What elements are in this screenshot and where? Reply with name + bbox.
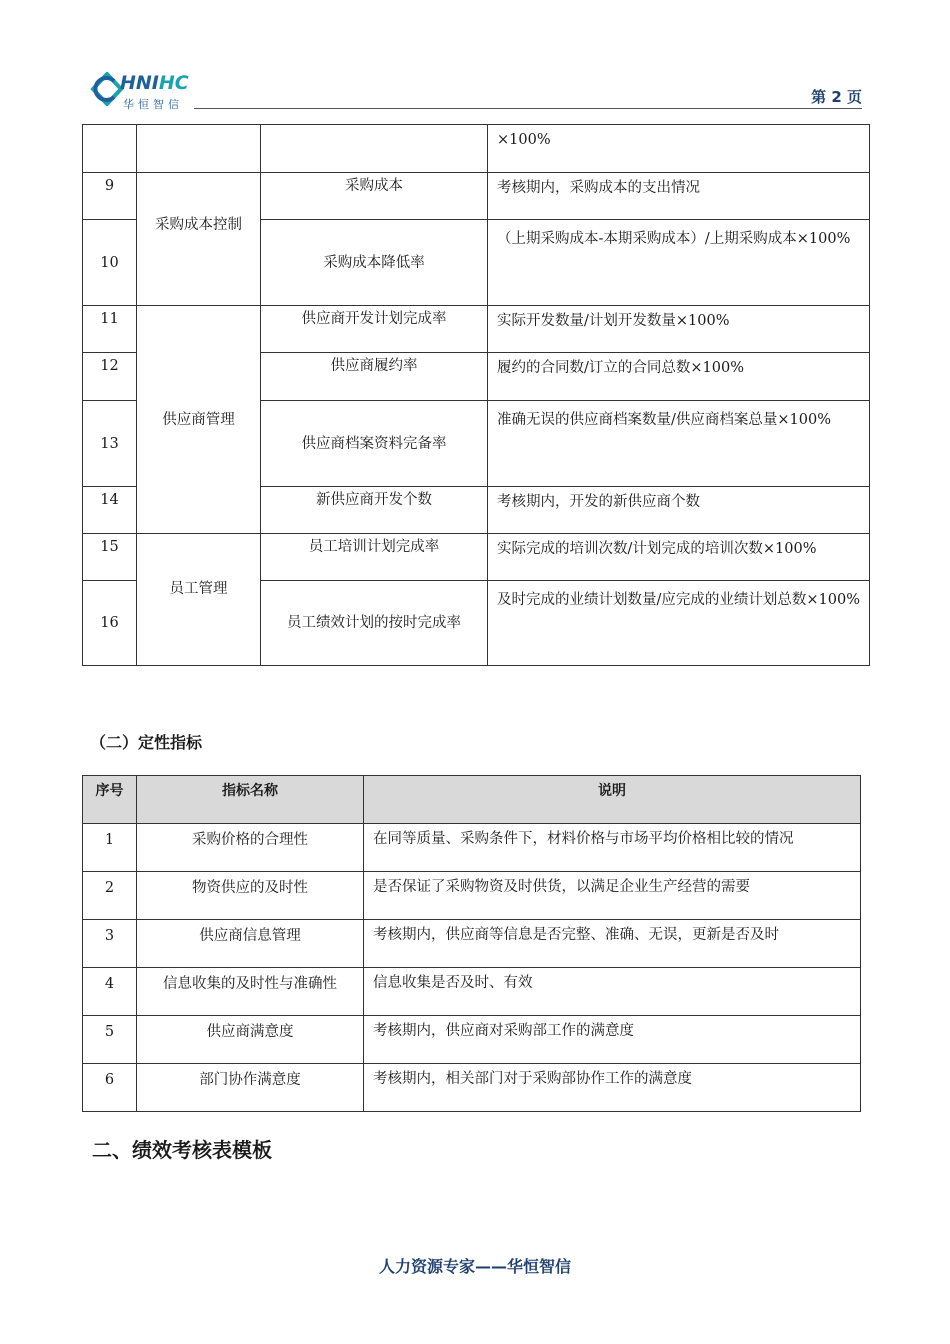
header-desc: 说明 (364, 776, 861, 824)
indicator-desc: 考核期内，开发的新供应商个数 (488, 487, 870, 534)
indicator-name: 物资供应的及时性 (137, 872, 364, 920)
row-number: 1 (83, 824, 137, 872)
indicator-desc: 考核期内，供应商对采购部工作的满意度 (364, 1016, 861, 1064)
indicator-desc: 实际完成的培训次数/计划完成的培训次数×100% (488, 534, 870, 581)
indicator-name: 部门协作满意度 (137, 1064, 364, 1112)
row-number: 9 (83, 173, 137, 220)
row-number: 10 (83, 220, 137, 306)
table-header-row (83, 776, 861, 824)
indicator-desc: ×100% (488, 125, 870, 173)
indicator-desc: 履约的合同数/订立的合同总数×100% (488, 353, 870, 401)
table-row (83, 824, 861, 872)
logo-chinese: 华恒智信 (123, 98, 183, 111)
table-row (83, 306, 870, 353)
indicator-desc: 考核期内，采购成本的支出情况 (488, 173, 870, 220)
indicator-name: 信息收集的及时性与准确性 (137, 968, 364, 1016)
indicator-name: 新供应商开发个数 (261, 487, 488, 534)
page-number: 第 2 页 (811, 88, 862, 106)
row-number: 5 (83, 1016, 137, 1064)
company-logo (90, 72, 200, 112)
page-footer: 人力资源专家——华恒智信 (378, 1257, 571, 1276)
indicator-desc: 在同等质量、采购条件下，材料价格与市场平均价格相比较的情况 (364, 824, 861, 872)
table-row (83, 872, 861, 920)
header-rule (194, 108, 862, 109)
qualitative-section-title: （二）定性指标 (90, 733, 203, 752)
indicator-name: 供应商满意度 (137, 1016, 364, 1064)
row-number: 14 (83, 487, 137, 534)
row-number: 16 (83, 581, 137, 666)
indicator-desc: （上期采购成本-本期采购成本）/上期采购成本×100% (488, 220, 870, 306)
row-number: 2 (83, 872, 137, 920)
qualitative-table (82, 775, 861, 1112)
header-name: 指标名称 (137, 776, 364, 824)
table-row (83, 534, 870, 581)
indicator-desc: 考核期内，供应商等信息是否完整、准确、无误，更新是否及时 (364, 920, 861, 968)
indicator-desc: 考核期内，相关部门对于采购部协作工作的满意度 (364, 1064, 861, 1112)
indicator-name: 供应商履约率 (261, 353, 488, 401)
indicator-desc: 是否保证了采购物资及时供货，以满足企业生产经营的需要 (364, 872, 861, 920)
logo-mark-icon (90, 72, 124, 106)
table-row (83, 125, 870, 173)
indicator-name: 员工培训计划完成率 (261, 534, 488, 581)
table-row (83, 1016, 861, 1064)
indicator-desc: 信息收集是否及时、有效 (364, 968, 861, 1016)
page-header (90, 70, 862, 112)
indicator-name: 供应商档案资料完备率 (261, 401, 488, 487)
indicator-name: 采购成本降低率 (261, 220, 488, 306)
table-row (83, 1064, 861, 1112)
header-number: 序号 (83, 776, 137, 824)
indicator-name: 供应商开发计划完成率 (261, 306, 488, 353)
indicator-desc: 准确无误的供应商档案数量/供应商档案总量×100% (488, 401, 870, 487)
logo-wordmark: HNIHC (120, 72, 189, 94)
indicator-name: 采购成本 (261, 173, 488, 220)
row-number: 6 (83, 1064, 137, 1112)
indicator-group: 采购成本控制 (137, 173, 261, 306)
indicator-name: 供应商信息管理 (137, 920, 364, 968)
table-row (83, 920, 861, 968)
quantitative-table (82, 124, 870, 666)
indicator-desc: 及时完成的业绩计划数量/应完成的业绩计划总数×100% (488, 581, 870, 666)
indicator-name: 员工绩效计划的按时完成率 (261, 581, 488, 666)
indicator-desc: 实际开发数量/计划开发数量×100% (488, 306, 870, 353)
row-number: 13 (83, 401, 137, 487)
row-number: 3 (83, 920, 137, 968)
template-section-title: 二、绩效考核表模板 (92, 1138, 272, 1162)
table-row (83, 173, 870, 220)
indicator-group: 供应商管理 (137, 306, 261, 534)
row-number: 12 (83, 353, 137, 401)
table-row (83, 968, 861, 1016)
row-number: 11 (83, 306, 137, 353)
indicator-group: 员工管理 (137, 534, 261, 666)
indicator-name: 采购价格的合理性 (137, 824, 364, 872)
row-number: 15 (83, 534, 137, 581)
row-number: 4 (83, 968, 137, 1016)
